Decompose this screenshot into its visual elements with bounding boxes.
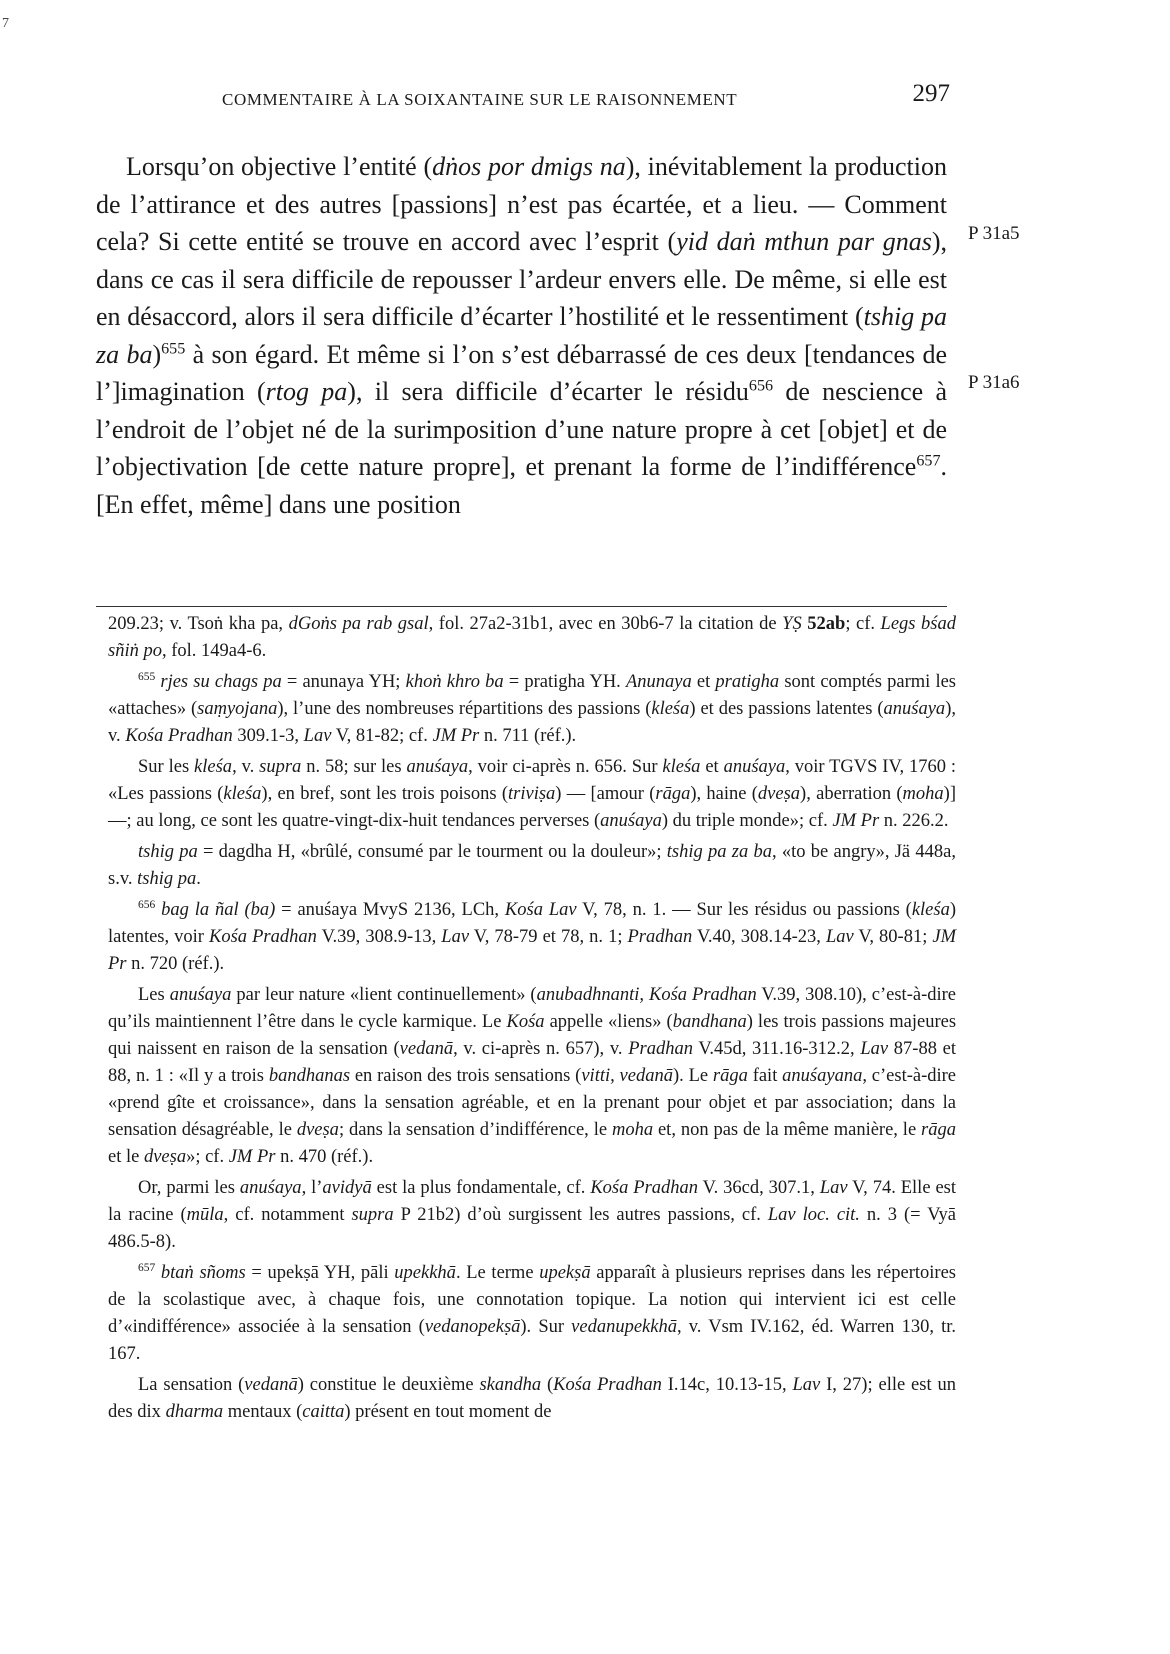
footnote-number: 656 xyxy=(138,898,156,911)
stray-mark: 7 xyxy=(2,16,9,31)
footnote-paragraph: Les anuśaya par leur nature «lient continuellement» (anubadhnanti, Kośa Pradhan V.39, 308.10), c’est-à-dire qu’ils maintiennent l’être dans le cycle karmique. Le Kośa appelle «liens» (bandhana) les trois passions majeures qui naissent en raison de la sensation (vedanā, v. ci-après n. 657), v. Pradhan V.45d, 311.16-312.2, Lav 87-88 et 88, n. 1 : «Il y a trois bandhanas en raison des trois sensations (vitti, vedanā). Le rāga fait anuśayana, c’est-à-dire «prend gîte et croissance», dans la sensation agréable, et en la prenant pour objet et par association; dans la sensation désagréable, le dveṣa; dans la sensation d’indifférence, le moha et, non pas de la même manière, le rāga et le dveṣa»; cf. JM Pr n. 470 (réf.). xyxy=(108,985,957,1167)
running-head: COMMENTAIRE À LA SOIXANTAINE SUR LE RAISONNEMENT xyxy=(222,90,738,109)
footnote-657: $^{657}$ btaṅ sñoms = upekṣā YH, pāli upekkhā. Le terme upekṣā apparaît à plusieurs reprises dans les répertoires de la scolastique avec, à chaque fois, une connotation topique. La notion qui intervient ici est celle d’«indifférence» associée à la sensation (vedanopekṣā). Sur vedanupekkhā, v. Vsm IV.162, éd. Warren 130, tr. 167. xyxy=(108,1261,956,1364)
footnote-number: 657 xyxy=(138,1261,156,1274)
footnote-divider xyxy=(96,606,947,607)
footnote-paragraph: Or, parmi les anuśaya, l’avidyā est la plus fondamentale, cf. Kośa Pradhan V. 36cd, 307.1, Lav V, 74. Elle est la racine (mūla, cf. notamment supra P 21b2) d’où surgissent les autres passions, cf. Lav loc. cit. n. 3 (= Vyā 486.5-8). xyxy=(108,1178,957,1252)
page-number: 297 xyxy=(912,80,950,107)
footnote-paragraph: Sur les kleśa, v. supra n. 58; sur les anuśaya, voir ci-après n. 656. Sur kleśa et anuśaya, voir TGVS IV, 1760 : «Les passions (kleśa), en bref, sont les trois poisons (triviṣa) — [amour (rāga), haine (dveṣa), aberration (moha)] —; au long, ce sont les quatre-vingt-dix-huit tendances perverses (anuśaya) du triple monde»; cf. JM Pr n. 226.2. xyxy=(108,757,956,831)
footnote-ref: 657 xyxy=(916,452,941,470)
footnote-paragraph: La sensation (vedanā) constitue le deuxième skandha (Kośa Pradhan I.14c, 10.13-15, Lav I, 27); elle est un des dix dharma mentaux (caitta) présent en tout moment de xyxy=(108,1375,956,1422)
footnote-655: $^{655}$ rjes su chags pa = anunaya YH; khoṅ khro ba = pratigha YH. Anunaya et pratigha sont comptés parmi les «attaches» (saṃyojana), l’une des nombreuses répartitions des passions (kleśa) et des passions latentes (anuśaya), v. Kośa Pradhan 309.1-3, Lav V, 81-82; cf. JM Pr n. 711 (réf.). xyxy=(108,670,956,746)
margin-reference: P 31a5 xyxy=(968,223,1020,244)
margin-reference: P 31a6 xyxy=(968,372,1020,393)
main-text xyxy=(96,148,947,523)
footnote-656: $^{656}$ bag la ñal (ba) = anuśaya MvyS 2136, LCh, Kośa Lav V, 78, n. 1. — Sur les résidus ou passions (kleśa) latentes, voir Kośa Pradhan V.39, 308.9-13, Lav V, 78-79 et 78, n. 1; Pradhan V.40, 308.14-23, Lav V, 80-81; JM Pr n. 720 (réf.). xyxy=(108,898,957,974)
footnote-continuation: 209.23; v. Tsoṅ kha pa, dGoṅs pa rab gsal, fol. 27a2-31b1, avec en 30b6-7 la citation de YṢ 52ab; cf. Legs bśad sñiṅ po, fol. 149a4-6. xyxy=(108,614,956,661)
footnote-ref: 655 xyxy=(161,339,186,357)
footnote-ref: 656 xyxy=(748,377,774,395)
page-header xyxy=(222,80,950,116)
footnote-paragraph: tshig pa = dagdha H, «brûlé, consumé par le tourment ou la douleur»; tshig pa za ba, «to be angry», Jä 448a, s.v. tshig pa. xyxy=(108,842,956,889)
main-paragraph: Lorsqu’on objective l’entité (dṅos por dmigs na), inévitablement la production de l’attirance et des autres [passions] n’est pas écartée, et a lieu. — Comment cela? Si cette entité se trouve en accord avec l’esprit (yid daṅ mthun par gnas), dans ce cas il sera difficile de repousser l’ardeur envers elle. De même, si elle est en désaccord, alors il sera difficile d’écarter l’hostilité et le ressentiment (tshig pa za ba)$^{655}$ à son égard. Et même si l’on s’est débarrassé de ces deux [tendances de l’]imagination (rtog pa), il sera difficile d’écarter le résidu$^{656}$ de nescience à l’endroit de l’objet né de la surimposition d’une nature propre à cet [objet] et de l’objectivation [de cette nature propre], et prenant la forme de l’indifférence$^{657}$. [En effet, même] dans une position xyxy=(96,152,948,519)
footnote-number: 655 xyxy=(138,670,156,683)
footnotes xyxy=(108,611,956,1430)
